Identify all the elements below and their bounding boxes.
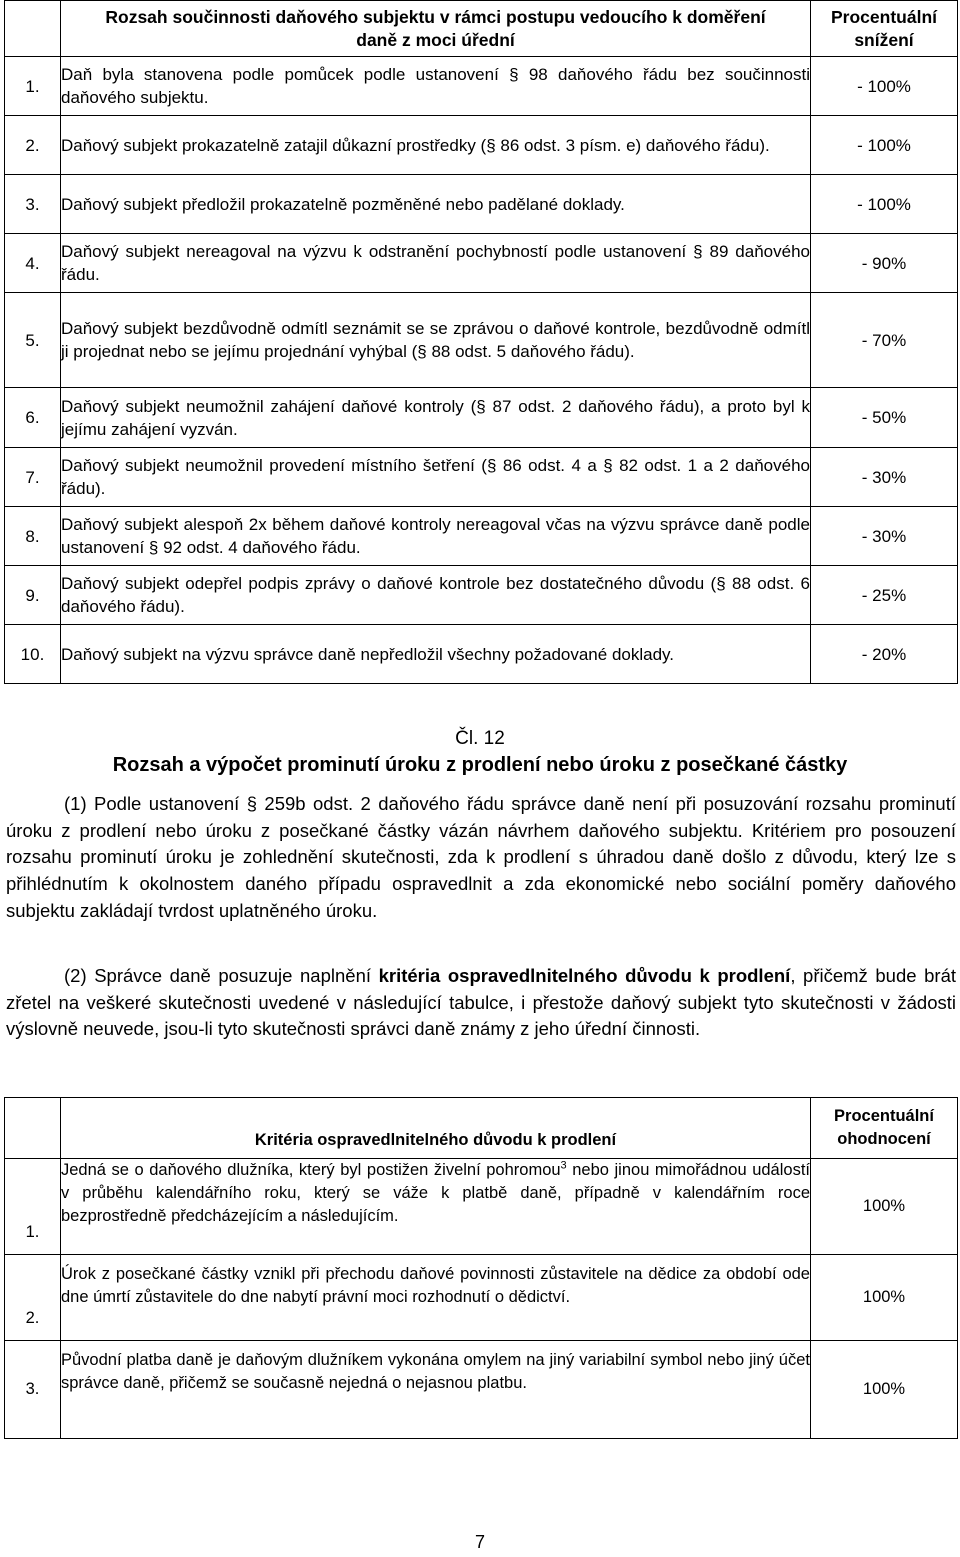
- row-percent: - 30%: [811, 448, 958, 507]
- row-percent: - 20%: [811, 625, 958, 684]
- table-row: [5, 507, 958, 566]
- row-percent: - 100%: [811, 175, 958, 234]
- table-row: [5, 1341, 958, 1439]
- row-text: Daňový subjekt neumožnil zahájení daňové kontroly (§ 87 odst. 2 daňového řádu), a proto byl k jejímu zahájení vyzván.: [61, 388, 811, 448]
- row-number: 3.: [5, 175, 61, 234]
- row-percent: 100%: [811, 1255, 958, 1341]
- page-number: 7: [474, 1532, 485, 1552]
- table-row: [5, 175, 958, 234]
- row-number: 3.: [5, 1341, 61, 1439]
- row-text: [61, 1159, 811, 1255]
- row-text: Daňový subjekt alespoň 2x během daňové kontroly nereagoval včas na výzvu správce daně podle ustanovení § 92 odst. 4 daňového řádu.: [61, 507, 811, 566]
- row-text: Daňový subjekt předložil prokazatelně pozměněné nebo padělané doklady.: [61, 175, 811, 234]
- row-text: Daňový subjekt neumožnil provedení místního šetření (§ 86 odst. 4 a § 82 odst. 1 a 2 daňového řádu).: [61, 448, 811, 507]
- row-percent: - 25%: [811, 566, 958, 625]
- row-percent: - 70%: [811, 293, 958, 388]
- table-header-percent: Procentuální ohodnocení: [811, 1098, 958, 1159]
- row-number: 6.: [5, 388, 61, 448]
- row-percent: - 30%: [811, 507, 958, 566]
- criteria-table: [4, 1097, 958, 1439]
- row-text-part-a: Jedná se o daňového dlužníka, který byl postižen živelní pohromou: [61, 1161, 561, 1179]
- row-percent: - 100%: [811, 116, 958, 175]
- row-text: Úrok z posečkané částky vznikl při přechodu daňové povinnosti zůstavitele na dědice za období ode dne úmrtí zůstavitele do dne nabytí právní moci rozhodnutí o dědictví.: [61, 1255, 811, 1341]
- table-row: [5, 116, 958, 175]
- table-header-row: [5, 1, 958, 57]
- row-text: Daňový subjekt na výzvu správce daně nepředložil všechny požadované doklady.: [61, 625, 811, 684]
- row-text: Daňový subjekt prokazatelně zatajil důkazní prostředky (§ 86 odst. 3 písm. e) daňového řádu).: [61, 116, 811, 175]
- row-number: 2.: [5, 1255, 61, 1341]
- row-percent: 100%: [811, 1159, 958, 1255]
- row-number: 10.: [5, 625, 61, 684]
- reduction-table: [4, 0, 958, 684]
- table-header-text: Kritéria ospravedlnitelného důvodu k prodlení: [61, 1098, 811, 1159]
- table-row: [5, 388, 958, 448]
- table-row: [5, 1255, 958, 1341]
- table-row: [5, 566, 958, 625]
- row-number: 1.: [5, 1159, 61, 1255]
- paragraph-2: [6, 963, 956, 1043]
- row-text-part-b: nebo jinou mimořádnou událostí v průběhu kalendářního roku, který se váže k platbě daně, případně v kalendářním roce bezprostředně předcházejícím a následujícím.: [61, 1161, 810, 1225]
- table-row: [5, 625, 958, 684]
- table-header-text: Rozsah součinnosti daňového subjektu v rámci postupu vedoucího k doměření daně z moci úřední: [61, 1, 811, 57]
- row-percent: 100%: [811, 1341, 958, 1439]
- row-number: 7.: [5, 448, 61, 507]
- row-number: 9.: [5, 566, 61, 625]
- paragraph-1-text: (1) Podle ustanovení § 259b odst. 2 daňového řádu správce daně není při posuzování rozsahu prominutí úroku z prodlení nebo úroku z posečkané částky vázán návrhem daňového subjektu. Kritériem pro posouzení rozsahu prominutí úroku je zohlednění skutečnosti, zda k prodlení s úhradou daně došlo z důvodu, který lze s přihlédnutím k okolnostem daného případu ospravedlnit a zda ekonomické nebo sociální poměry daňového subjektu zakládají tvrdost uplatněného úroku.: [6, 793, 956, 921]
- row-percent: - 100%: [811, 57, 958, 116]
- row-number: 8.: [5, 507, 61, 566]
- article-title: Rozsah a výpočet prominutí úroku z prodlení nebo úroku z posečkané částky: [112, 754, 848, 776]
- table-row: [5, 448, 958, 507]
- table-row: [5, 293, 958, 388]
- row-text: Daň byla stanovena podle pomůcek podle ustanovení § 98 daňového řádu bez součinnosti daňového subjektu.: [61, 57, 811, 116]
- row-percent: - 90%: [811, 234, 958, 293]
- footnote-ref: 3: [560, 1159, 567, 1172]
- row-text: Daňový subjekt odepřel podpis zprávy o daňové kontrole bez dostatečného důvodu (§ 88 odst. 6 daňového řádu).: [61, 566, 811, 625]
- paragraph-2-text-after: , přičemž bude brát zřetel na veškeré skutečnosti uvedené v následující tabulce, i přestože daňový subjekt tyto skutečnosti v žádosti výslovně neuvede, jsou-li tyto skutečnosti správci daně známy z jeho úřední činnosti.: [6, 965, 956, 1040]
- row-text: Daňový subjekt bezdůvodně odmítl seznámit se se zprávou o daňové kontrole, bezdůvodně odmítl ji projednat nebo se jejímu projednání vyhýbal (§ 88 odst. 5 daňového řádu).: [61, 293, 811, 388]
- paragraph-2-text-before: (2) Správce daně posuzuje naplnění: [64, 965, 379, 986]
- header-number-cell: [5, 1098, 61, 1159]
- table-row: [5, 1159, 958, 1255]
- row-text: Daňový subjekt nereagoval na výzvu k odstranění pochybností podle ustanovení § 89 daňového řádu.: [61, 234, 811, 293]
- paragraph-1: [6, 791, 956, 925]
- table-header-percent: Procentuální snížení: [811, 1, 958, 57]
- row-text: Původní platba daně je daňovým dlužníkem vykonána omylem na jiný variabilní symbol nebo jiný účet správce daně, přičemž se současně nejedná o nejasnou platbu.: [61, 1341, 811, 1439]
- table-row: [5, 57, 958, 116]
- header-number-cell: [5, 1, 61, 57]
- article-number: Čl. 12: [455, 728, 505, 749]
- row-number: 4.: [5, 234, 61, 293]
- row-number: 2.: [5, 116, 61, 175]
- row-number: 1.: [5, 57, 61, 116]
- row-number: 5.: [5, 293, 61, 388]
- table-row: [5, 234, 958, 293]
- row-percent: - 50%: [811, 388, 958, 448]
- table-header-row: [5, 1098, 958, 1159]
- paragraph-2-bold-term: kritéria ospravedlnitelného důvodu k prodlení: [378, 965, 791, 986]
